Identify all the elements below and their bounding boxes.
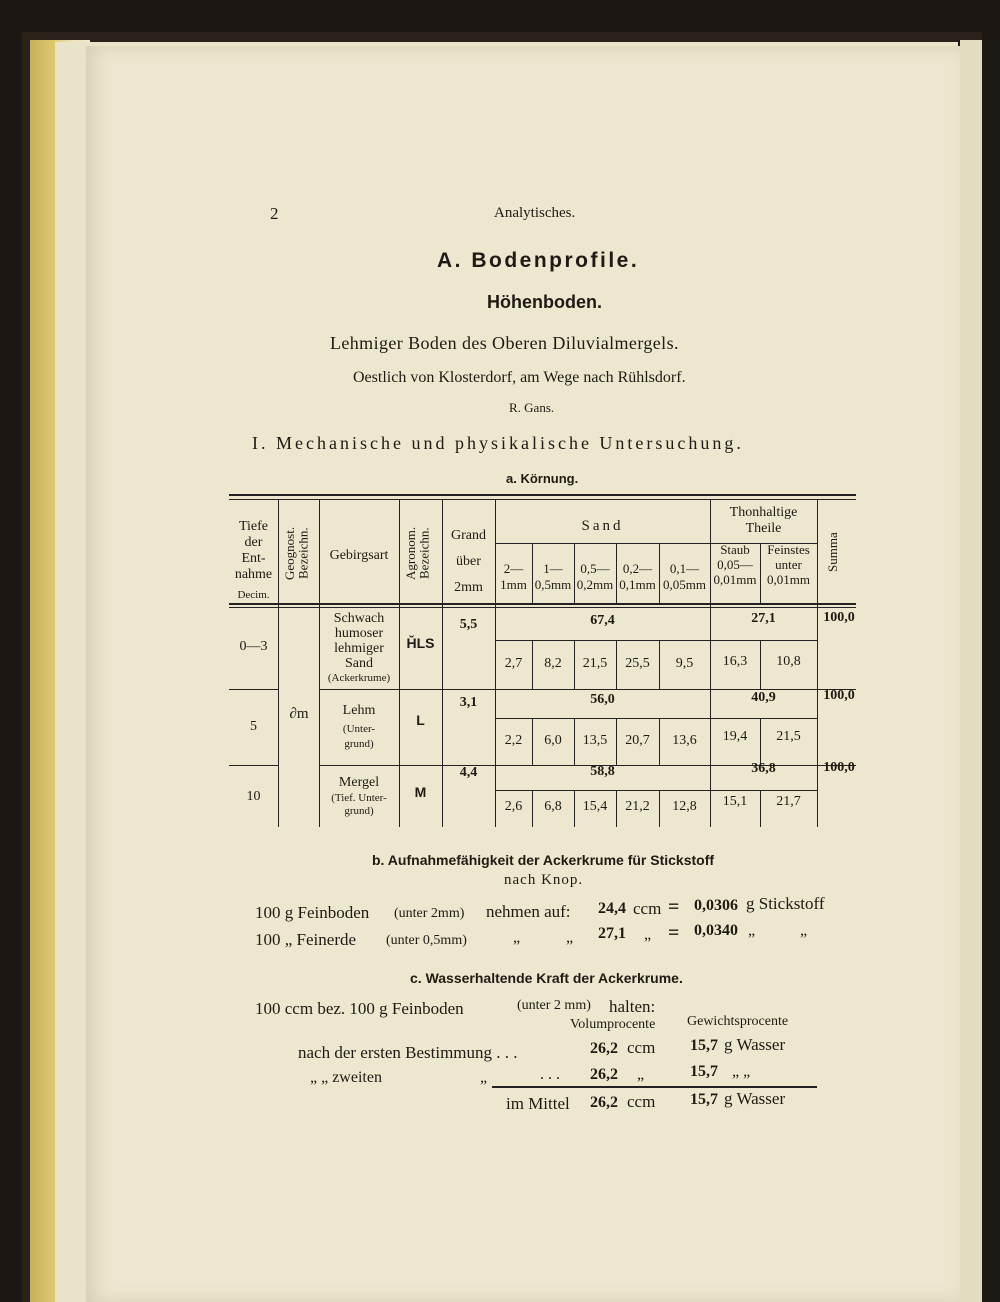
header-geognost: Geognost. Bezeichn. [282,526,311,580]
header-gebirgsart: Gebirgsart [329,548,389,563]
location: Oestlich von Klosterdorf, am Wege nach Rühlsdorf. [353,369,686,386]
header-staub: Staub 0,05— 0,01mm [713,542,757,587]
part-title: I. Mechanische und physikalische Untersuchung. [252,433,744,453]
section-b-subtitle: nach Knop. [504,872,584,888]
column-volumprocente: Volumprocente [570,1017,656,1032]
header-grand: Grand über 2mm [451,528,486,595]
header-sand: Sand [581,518,624,534]
sum-rule [492,1086,817,1088]
next-page-edge [960,40,982,1302]
column-gewichtsprocente: Gewichtsprocente [687,1014,789,1029]
section-c-title: c. Wasserhaltende Kraft der Ackerkrume. [410,970,683,986]
header-sand-col: 0,1— 0,05mm [663,561,706,592]
header-sand-col: 1— 0,5mm [534,561,572,592]
geognost-symbol: ∂m [289,706,309,722]
header-sand-col: 0,2— 0,1mm [619,561,656,592]
header-thon: Thonhaltige Theile [729,505,798,536]
section-title: A. Bodenprofile. [437,249,640,272]
header-feinstes: Feinstes unter 0,01mm [767,542,810,587]
subtitle: Höhenboden. [487,292,602,312]
header-tiefe: Tiefe der Ent- nahme Decim. [234,519,273,601]
running-head: Analytisches. [494,205,576,221]
header-sand-col: 2— 1mm [500,561,527,592]
section-b-title: b. Aufnahmefähigkeit der Ackerkrume für Stickstoff [372,852,715,868]
soil-title: Lehmiger Boden des Oberen Diluvialmergels. [330,333,679,353]
author: R. Gans. [509,400,555,415]
page-number: 2 [270,204,279,223]
header-summa: Summa [825,532,840,573]
table-caption: a. Körnung. [506,471,579,486]
header-agronom: Agronom. Bezeichn. [403,526,432,580]
header-sand-col: 0,5— 0,2mm [576,561,614,592]
